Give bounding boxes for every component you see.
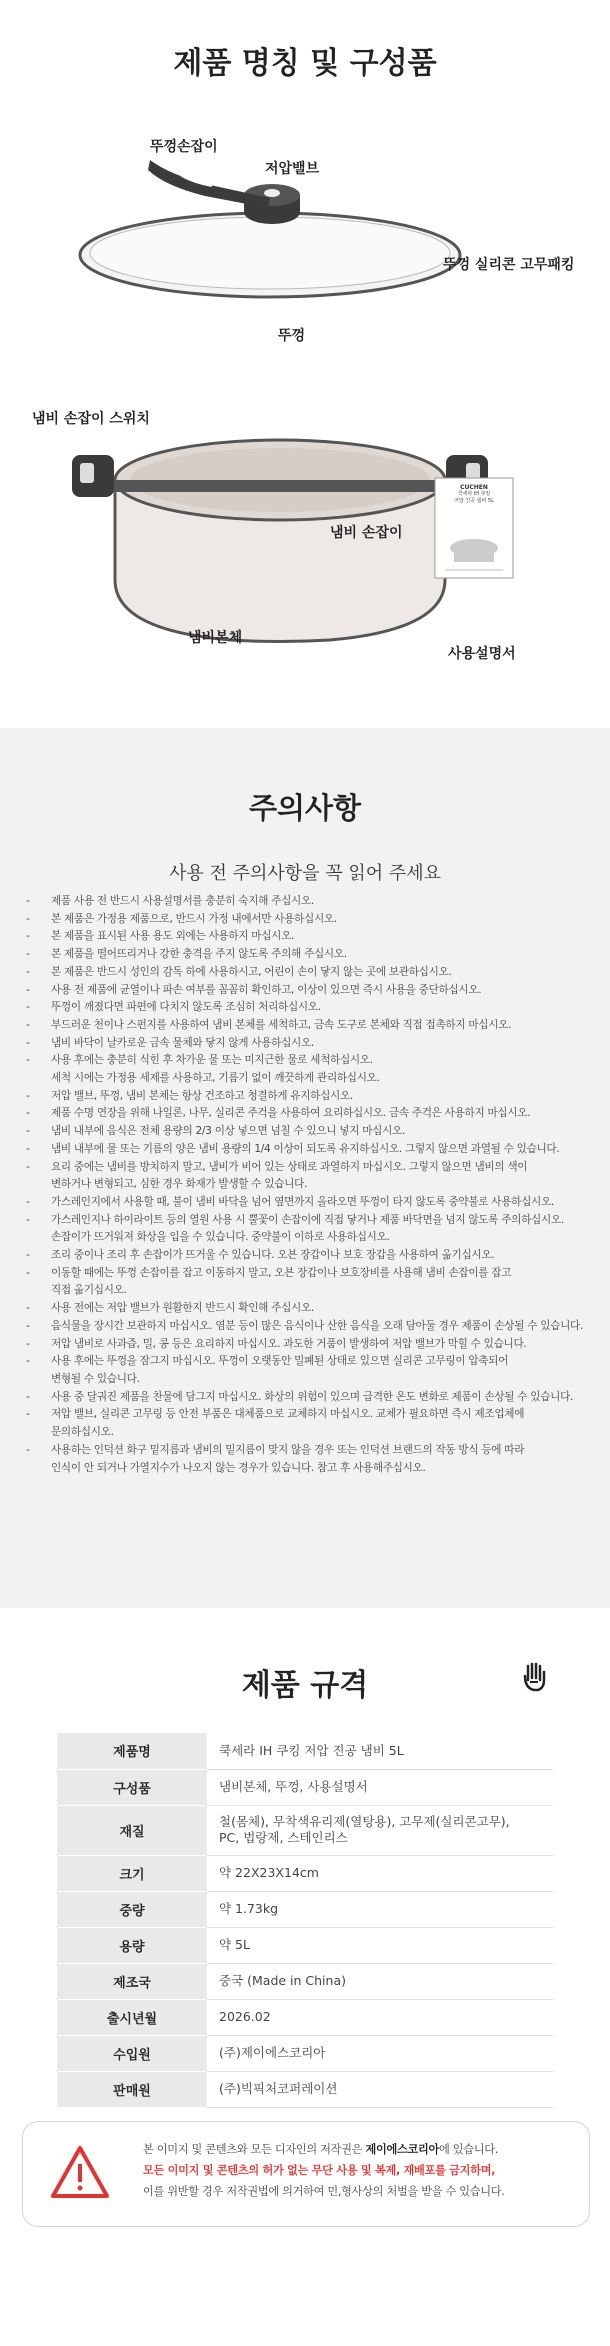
caution-item: - 본 제품을 표시된 사용 용도 외에는 사용하지 마십시오. — [26, 928, 586, 946]
spec-label: 중량 — [57, 1891, 207, 1927]
caution-item: - 저압 냄비로 사과즙, 밀, 콩 등은 요리하지 마십시오. 과도한 거품이 발생하여 저압 밸브가 막힐 수 있습니다. — [26, 1336, 586, 1354]
copyright-line2: 모든 이미지 및 콘텐츠의 허가 없는 무단 사용 및 복제, 재배포를 금지하며, — [143, 2164, 496, 2177]
spec-table — [57, 1733, 553, 2108]
caution-item: - 사용하는 인덕션 화구 밑지름과 냄비의 밑지름이 맞지 않을 경우 또는 인덕션 브랜드의 작동 방식 등에 따라 인식이 안 되거나 가열지수가 나오지 않는 경우가 있습니다. 참고 후 사용해주십시오. — [26, 1442, 586, 1477]
caution-subtitle: 사용 전 주의사항을 꼭 읽어 주세요 — [168, 863, 442, 884]
label-pot-handle: 냄비 손잡이 — [330, 525, 403, 541]
caution-item: - 본 제품을 떨어뜨리거나 강한 충격을 주지 않도록 주의해 주십시오. — [26, 946, 586, 964]
spec-label: 구성품 — [57, 1769, 207, 1805]
spec-label: 재질 — [57, 1805, 207, 1855]
caution-item: - 사용 중 달궈진 제품을 찬물에 담그지 마십시오. 화상의 위험이 있으며 급격한 온도 변화로 제품이 손상될 수 있습니다. — [26, 1389, 586, 1407]
spec-value: 냄비본체, 뚜껑, 사용설명서 — [207, 1769, 553, 1805]
label-manual: 사용설명서 — [448, 646, 516, 662]
caution-item: - 사용 전 제품에 균열이나 파손 여부를 꼼꼼히 확인하고, 이상이 있으면 즉시 사용을 중단하십시오. — [26, 982, 586, 1000]
caution-item: - 제품 수명 연장을 위해 나일론, 나무, 실리콘 주걱을 사용하여 요리하십시오. 금속 주걱은 사용하지 마십시오. — [26, 1105, 586, 1123]
spec-label: 제조국 — [57, 1963, 207, 1999]
copyright-line1: 본 이미지 및 콘텐츠와 모든 디자인의 저작권은 제이에스코리아에 있습니다. — [143, 2143, 499, 2156]
manual-brand: CUCHEN — [460, 484, 488, 491]
components-section — [0, 0, 610, 728]
caution-item: - 냄비 내부에 물 또는 기름의 양은 냄비 용량의 1/4 이상이 되도록 유지하십시오. 그렇지 않으면 과열될 수 있습니다. — [26, 1141, 586, 1159]
manual-line1: 쿡세라 IH 쿠킹 — [457, 491, 491, 497]
spec-label: 크기 — [57, 1855, 207, 1891]
gloved-hand-icon — [520, 1662, 550, 1694]
caution-item: - 음식물을 장시간 보관하지 마십시오. 염분 등이 많은 음식이나 산한 음식을 오래 담아둘 경우 제품이 손상될 수 있습니다. — [26, 1318, 586, 1336]
caution-item: - 사용 전에는 저압 밸브가 원활한지 반드시 확인해 주십시오. — [26, 1300, 586, 1318]
manual-cover-text — [437, 484, 511, 505]
label-lid-gasket: 뚜껑 실리콘 고무패킹 — [443, 257, 575, 273]
copyright-notice — [22, 2121, 590, 2227]
copyright-line3: 이를 위반할 경우 저작권법에 의거하여 민,형사상의 처벌을 받을 수 있습니다. — [143, 2185, 505, 2198]
caution-item: - 냄비 바닥이 날카로운 금속 물체와 닿지 않게 사용하십시오. — [26, 1035, 586, 1053]
spec-value: 약 22X23X14cm — [207, 1855, 553, 1891]
caution-item: - 가스레인지에서 사용할 때, 불이 냄비 바닥을 넘어 옆면까지 올라오면 뚜껑이 타지 않도록 중약불로 사용하십시오. — [26, 1194, 586, 1212]
caution-list — [26, 893, 586, 1477]
spec-value: 2026.02 — [207, 1999, 553, 2035]
caution-item: - 조리 중이나 조리 후 손잡이가 뜨거울 수 있습니다. 오븐 장갑이나 보호 장갑을 사용하여 옮기십시오. — [26, 1247, 586, 1265]
caution-title: 주의사항 — [248, 791, 362, 825]
caution-item: - 가스레인지나 하이라이트 등의 열원 사용 시 뿔꽃이 손잡이에 직접 닿거나 제품 바닥면을 넘지 않도록 주의하십시오. 손잡이가 뜨거워져 화상을 입을 수 있습니다. 중약불이 이하로 사용하십시오. — [26, 1212, 586, 1247]
label-lid-handle: 뚜껑손잡이 — [150, 139, 218, 155]
spec-row — [57, 2035, 553, 2071]
label-lid: 뚜껑 — [278, 328, 306, 344]
lid-illustration — [0, 0, 610, 728]
caution-item: - 뚜껑이 깨졌다면 파편에 다치지 않도록 조심히 처리하십시오. — [26, 999, 586, 1017]
caution-item: - 본 제품은 가정용 제품으로, 반드시 가정 내에서만 사용하십시오. — [26, 911, 586, 929]
spec-row — [57, 1769, 553, 1805]
caution-item: - 요리 중에는 냄비를 방치하지 말고, 냄비가 비어 있는 상태로 과열하지 마십시오. 그렇지 않으면 냄비의 색이 변하거나 변형되고, 심한 경우 화재가 발생할 수 있습니다. — [26, 1159, 586, 1194]
components-title: 제품 명칭 및 구성품 — [173, 46, 437, 81]
label-pot-handle-switch: 냄비 손잡이 스위치 — [32, 411, 150, 427]
spec-value: 약 1.73kg — [207, 1891, 553, 1927]
spec-row — [57, 1805, 553, 1855]
caution-item: - 저압 밸브, 실리콘 고무링 등 안전 부품은 대체품으로 교체하지 마십시오. 교체가 필요하면 즉시 제조업체에 문의하십시오. — [26, 1406, 586, 1441]
spec-label: 판매원 — [57, 2071, 207, 2107]
caution-item: - 본 제품은 반드시 성인의 감독 하에 사용하시고, 어린이 손이 닿지 않는 곳에 보관하십시오. — [26, 964, 586, 982]
caution-item: - 제품 사용 전 반드시 사용설명서를 충분히 숙지해 주십시오. — [26, 893, 586, 911]
spec-label: 용량 — [57, 1927, 207, 1963]
label-pot-body: 냄비본체 — [188, 630, 243, 646]
manual-line2: 저압 진공 냄비 5L — [454, 498, 494, 504]
spec-row — [57, 1927, 553, 1963]
caution-item: - 저압 밸브, 뚜껑, 냄비 본체는 항상 건조하고 청결하게 유지하십시오. — [26, 1088, 586, 1106]
spec-value: (주)제이에스코리아 — [207, 2035, 553, 2071]
spec-label: 수입원 — [57, 2035, 207, 2071]
spec-value: (주)빅픽처코퍼레이션 — [207, 2071, 553, 2107]
spec-value: 중국 (Made in China) — [207, 1963, 553, 1999]
caution-item: - 사용 후에는 충분히 식힌 후 차가운 물 또는 미지근한 물로 세척하십시오. 세척 시에는 가정용 세제를 사용하고, 기름기 없이 깨끗하게 관리하십시오. — [26, 1052, 586, 1087]
spec-label: 제품명 — [57, 1733, 207, 1769]
warning-icon — [49, 2144, 111, 2200]
spec-row — [57, 1891, 553, 1927]
spec-value: 쿡세라 IH 쿠킹 저압 진공 냄비 5L — [207, 1733, 553, 1769]
spec-row — [57, 1855, 553, 1891]
spec-label: 출시년월 — [57, 1999, 207, 2035]
caution-item: - 부드러운 천이나 스펀지를 사용하여 냄비 본체를 세척하고, 금속 도구로 본체와 직접 접촉하지 마십시오. — [26, 1017, 586, 1035]
label-pressure-valve: 저압밸브 — [265, 161, 320, 177]
spec-title: 제품 규격 — [241, 1668, 369, 1703]
spec-row — [57, 1963, 553, 1999]
spec-value: 철(몸체), 무착색유리제(열탕용), 고무제(실리콘고무), PC, 법랑제, 스테인리스 — [207, 1805, 553, 1855]
caution-item: - 냄비 내부에 음식은 전체 용량의 2/3 이상 넣으면 넘칠 수 있으니 넣지 마십시오. — [26, 1123, 586, 1141]
spec-value: 약 5L — [207, 1927, 553, 1963]
caution-section — [0, 728, 610, 1608]
spec-section — [0, 1608, 610, 2346]
caution-item: - 사용 후에는 뚜껑을 잠그지 마십시오. 뚜껑이 오랫동안 밀폐된 상태로 있으면 실리콘 고무링이 압축되어 변형될 수 있습니다. — [26, 1353, 586, 1388]
caution-item: - 이동할 때에는 뚜껑 손잡이를 잡고 이동하지 말고, 오븐 장갑이나 보호장비를 사용해 냄비 손잡이를 잡고 직접 옮기십시오. — [26, 1265, 586, 1300]
spec-row — [57, 2071, 553, 2107]
spec-row — [57, 1733, 553, 1769]
spec-row — [57, 1999, 553, 2035]
